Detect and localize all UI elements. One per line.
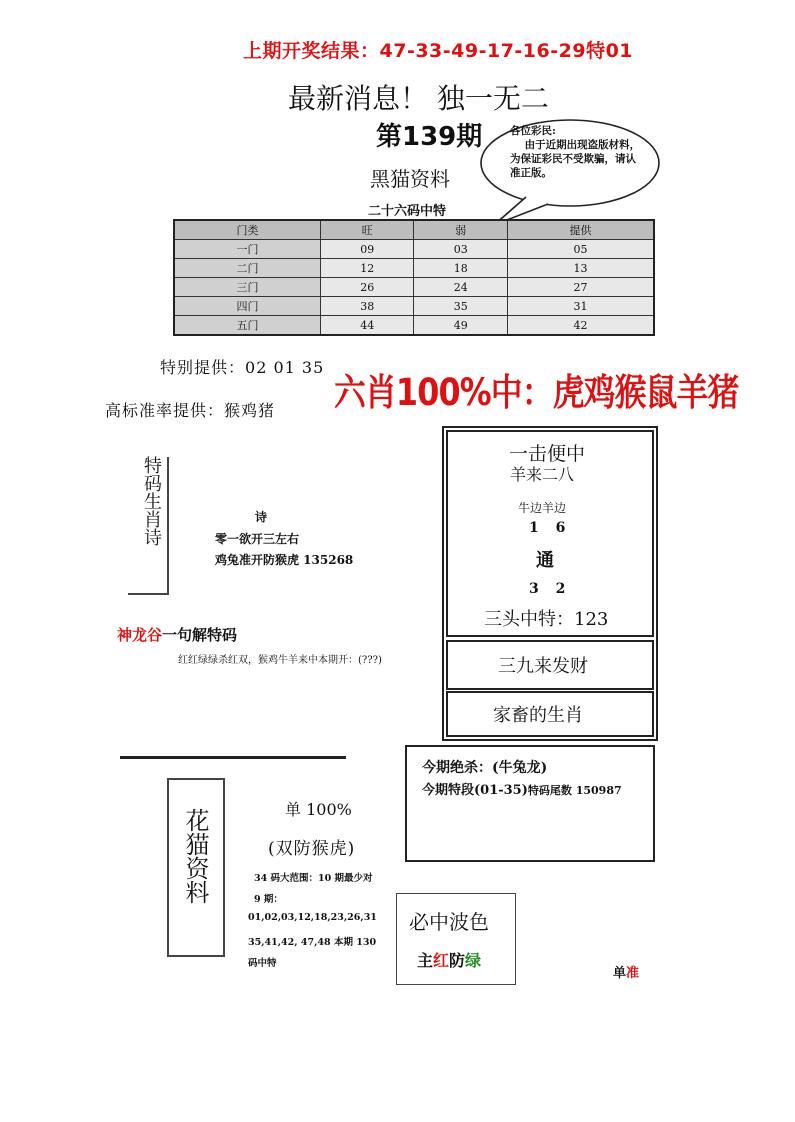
tail-digits: 特码尾数 150987: [527, 784, 622, 797]
table-cell: 24: [414, 278, 508, 297]
one-hit-title: 一击便中: [509, 443, 586, 465]
table-cell: 27: [507, 278, 654, 297]
table-cell: 13: [507, 259, 654, 278]
range-line: 码中特: [248, 958, 277, 969]
table-cell: 44: [320, 316, 414, 336]
poem-line: 零一欲开三左右: [215, 532, 300, 546]
table-row: [174, 240, 654, 259]
table-cell: 二门: [174, 259, 320, 278]
wave-green: 绿: [465, 951, 482, 970]
bubble-notice: 各位彩民: 由于近期出现盗版材料，为保证彩民不受欺骗，请认准正版。: [510, 125, 641, 179]
table-cell: 42: [507, 316, 654, 336]
table-cell: 49: [414, 316, 508, 336]
special-numbers: 02 01 35: [245, 358, 325, 377]
range-line: 34 码大范围：10 期最少对: [254, 873, 373, 884]
blackcat-table: [173, 219, 655, 336]
issue-number: 第139期: [376, 122, 483, 152]
table-cell: 一门: [174, 240, 320, 259]
accurate-char: 准: [626, 966, 640, 981]
wave-red: 红: [433, 951, 450, 970]
table-row: [174, 259, 654, 278]
wave-color-title: 必中波色: [409, 910, 489, 934]
headline: 最新消息！ 独一无二: [288, 82, 549, 115]
tong-char: 通: [536, 550, 554, 571]
dragon-valley-title: [117, 624, 237, 645]
table-cell: 三门: [174, 278, 320, 297]
special-offer: [160, 355, 324, 378]
table-cell: 12: [320, 259, 414, 278]
table-cell: 09: [320, 240, 414, 259]
table-header-row: [174, 220, 654, 240]
numbers-bottom: 3 2: [529, 581, 572, 597]
livestock-text: 家畜的生肖: [493, 705, 583, 726]
table-cell: 03: [414, 240, 508, 259]
segment-label: 今期特段(01-35): [422, 783, 528, 798]
poem-box-title: 特码生肖诗: [141, 456, 162, 546]
wave-color-pick: [417, 948, 481, 971]
col-header: 旺: [320, 220, 414, 240]
six-zodiac-banner: 六肖100%中：虎鸡猴鼠羊猪: [334, 371, 739, 414]
kill-line: 今期绝杀：(牛兔龙): [422, 760, 548, 776]
table-cell: 38: [320, 297, 414, 316]
high-rate-line: 高标准率提供：猴鸡猪: [105, 401, 276, 420]
wave-guard: 防: [449, 951, 466, 970]
col-header: 门类: [174, 220, 320, 240]
thirty-nine-text: 三九来发财: [498, 656, 588, 677]
table-cell: 31: [507, 297, 654, 316]
table-row: [174, 297, 654, 316]
single-100: 单 100%: [285, 800, 352, 819]
single-accurate: [613, 962, 639, 981]
table-cell: 35: [414, 297, 508, 316]
wave-main: 主: [417, 951, 434, 970]
one-hit-subtitle: 羊来二八: [510, 465, 575, 484]
col-header: 弱: [414, 220, 508, 240]
table-caption: 二十六码中特: [368, 204, 447, 219]
last-result-banner: 上期开奖结果：47-33-49-17-16-29特01: [243, 40, 634, 62]
poem-title: 诗: [255, 510, 268, 524]
blackcat-title: 黑猫资料: [370, 167, 450, 191]
dragon-title-black: 一句解特码: [162, 626, 238, 644]
flower-cat-title: 花猫资料: [181, 808, 209, 904]
divider: [120, 756, 346, 759]
table-row: [174, 316, 654, 336]
single-char: 单: [613, 966, 627, 981]
range-line: 35,41,42, 47,48 本期 130: [248, 937, 377, 948]
table-cell: 26: [320, 278, 414, 297]
dragon-title-red: 神龙谷: [117, 626, 163, 644]
table-cell: 五门: [174, 316, 320, 336]
table-cell: 05: [507, 240, 654, 259]
poem-line: 鸡兔准开防猴虎 135268: [215, 553, 354, 567]
segment-line: [422, 779, 622, 798]
numbers-top: 1 6: [529, 520, 572, 536]
dragon-riddle: 红红绿绿杀红双，猴鸡牛羊来中本期开：(???): [178, 655, 382, 666]
special-label: 特别提供：: [160, 358, 246, 377]
guard-monkey-tiger: (双防猴虎): [268, 839, 356, 859]
range-line: 01,02,03,12,18,23,26,31: [248, 912, 377, 923]
table-cell: 18: [414, 259, 508, 278]
cow-sheep-line: 牛边羊边: [518, 501, 567, 515]
table-cell: 四门: [174, 297, 320, 316]
range-line: 9 期：: [254, 894, 283, 905]
three-head-line: 三头中特：123: [484, 609, 609, 630]
col-header: 提供: [507, 220, 654, 240]
table-row: [174, 278, 654, 297]
